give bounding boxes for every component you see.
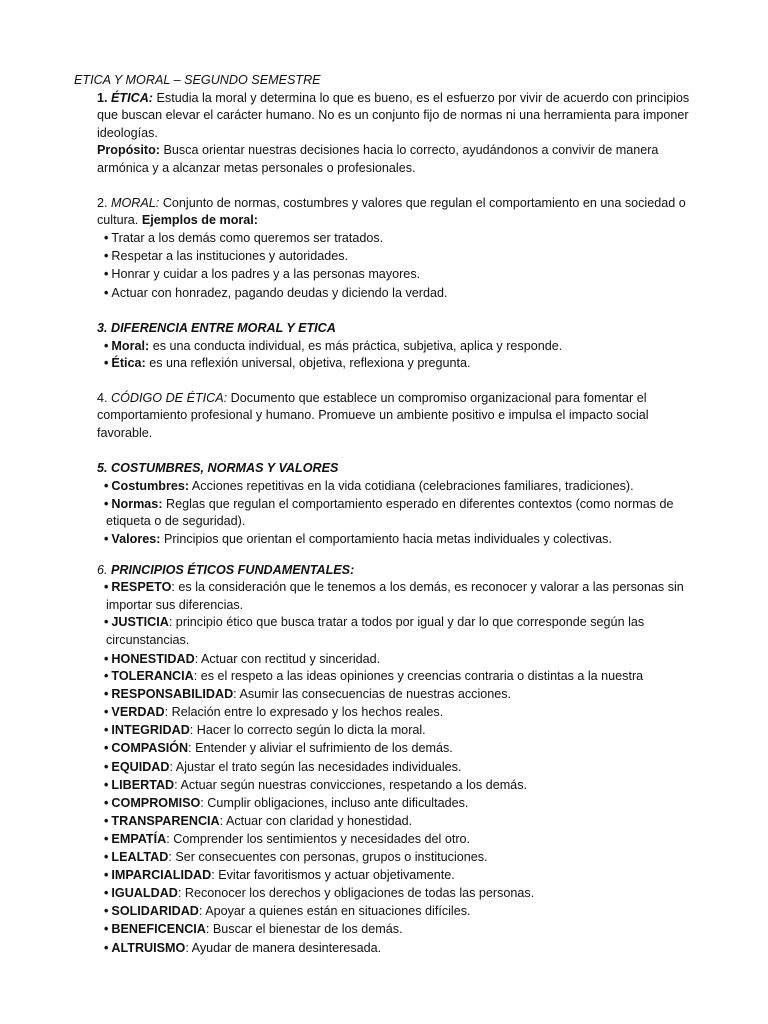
- principle-item: • RESPETO: es la consideración que le tenemos a los demás, es reconocer y valorar a las personas sin: [104, 580, 684, 594]
- section-2-line-2-prefix: cultura.: [97, 213, 139, 227]
- moral-example-item: • Actuar con honradez, pagando deudas y diciendo la verdad.: [104, 286, 448, 300]
- section-4-line-1: [97, 390, 647, 408]
- examples-label: Ejemplos de moral:: [141, 213, 258, 227]
- bullet: •: [104, 615, 109, 629]
- purpose-label: Propósito:: [97, 143, 160, 157]
- section-4-number: 4.: [97, 391, 108, 405]
- moral-example-item: • Tratar a los demás como queremos ser tratados.: [104, 231, 384, 245]
- section-5-heading: 5. COSTUMBRES, NORMAS Y VALORES: [97, 461, 339, 475]
- bullet: •: [104, 339, 109, 353]
- bullet: •: [104, 479, 109, 493]
- bullet: •: [104, 922, 109, 936]
- section-4-line-3: favorable.: [97, 426, 153, 440]
- section-2-line-2: [97, 212, 258, 230]
- principle-item: • SOLIDARIDAD: Apoyar a quienes están en situaciones difíciles.: [104, 904, 471, 918]
- bullet: •: [104, 868, 109, 882]
- bullet: •: [104, 249, 109, 263]
- principle-item: • LEALTAD: Ser consecuentes con personas, grupos o instituciones.: [104, 850, 488, 864]
- bullet: •: [104, 941, 109, 955]
- bullet: •: [104, 356, 109, 370]
- difference-item: • Ética: es una reflexión universal, objetiva, reflexiona y pregunta.: [104, 356, 471, 370]
- section-6-heading: [97, 562, 354, 580]
- bullet: •: [104, 532, 109, 546]
- bullet: •: [104, 687, 109, 701]
- principle-item: • TOLERANCIA: es el respeto a las ideas opiniones y creencias contraria o distintas a la nuestra: [104, 669, 644, 683]
- section-4-line-2: comportamiento profesional y humano. Promueve un ambiente positivo e impulsa el impacto social: [97, 408, 649, 422]
- bullet: •: [104, 286, 109, 300]
- section-1-purpose-line-2: armónica y a alcanzar metas personales o profesionales.: [97, 161, 416, 175]
- principle-item: • EQUIDAD: Ajustar el trato según las necesidades individuales.: [104, 760, 462, 774]
- bullet: •: [104, 267, 109, 281]
- principle-item: • IMPARCIALIDAD: Evitar favoritismos y actuar objetivamente.: [104, 868, 455, 882]
- bullet: •: [104, 705, 109, 719]
- principle-item: • COMPASIÓN: Entender y aliviar el sufrimiento de los demás.: [104, 741, 453, 755]
- bullet: •: [104, 580, 109, 594]
- section-2-term: MORAL:: [111, 196, 160, 210]
- section-1-purpose: [97, 142, 658, 160]
- principle-item: • RESPONSABILIDAD: Asumir las consecuencias de nuestras acciones.: [104, 687, 512, 701]
- bullet: •: [104, 497, 109, 511]
- principle-item-continuation: circunstancias.: [106, 633, 190, 647]
- principle-item: • IGUALDAD: Reconocer los derechos y obligaciones de todas las personas.: [104, 886, 535, 900]
- document-title: ETICA Y MORAL – SEGUNDO SEMESTRE: [74, 73, 321, 87]
- section-6-number: 6.: [97, 563, 108, 577]
- bullet: •: [104, 796, 109, 810]
- principle-item: • COMPROMISO: Cumplir obligaciones, incluso ante dificultades.: [104, 796, 469, 810]
- bullet: •: [104, 231, 109, 245]
- normas-item-line-2: etiqueta o de seguridad).: [106, 514, 246, 528]
- bullet: •: [104, 832, 109, 846]
- principle-item: • VERDAD: Relación entre lo expresado y los hechos reales.: [104, 705, 444, 719]
- normas-item: • Normas: Reglas que regulan el comportamiento esperado en diferentes contextos (como normas de: [104, 497, 674, 511]
- section-1-line-2: que buscan elevar el carácter humano. No es un conjunto fijo de normas ni una herramienta para imponer: [97, 108, 689, 122]
- bullet: •: [104, 723, 109, 737]
- moral-example-item: • Respetar a las instituciones y autoridades.: [104, 249, 349, 263]
- principle-item: • INTEGRIDAD: Hacer lo correcto según lo dicta la moral.: [104, 723, 426, 737]
- moral-example-item: • Honrar y cuidar a los padres y a las personas mayores.: [104, 267, 421, 281]
- section-4-text: Documento que establece un compromiso organizacional para fomentar el: [230, 391, 647, 405]
- bullet: •: [104, 760, 109, 774]
- costumbres-item: • Costumbres: Acciones repetitivas en la vida cotidiana (celebraciones familiares, tradiciones).: [104, 479, 634, 493]
- bullet: •: [104, 741, 109, 755]
- bullet: •: [104, 652, 109, 666]
- principle-item: • BENEFICENCIA: Buscar el bienestar de los demás.: [104, 922, 403, 936]
- principle-item: • LIBERTAD: Actuar según nuestras convicciones, respetando a los demás.: [104, 778, 527, 792]
- section-6-title: PRINCIPIOS ÉTICOS FUNDAMENTALES:: [111, 563, 355, 577]
- section-2-line-1: [97, 195, 686, 213]
- principle-item: • TRANSPARENCIA: Actuar con claridad y honestidad.: [104, 814, 413, 828]
- bullet: •: [104, 904, 109, 918]
- principle-item: • JUSTICIA: principio ético que busca tratar a todos por igual y dar lo que corresponde según las: [104, 615, 645, 629]
- section-1-line-1: [97, 90, 689, 108]
- difference-item: • Moral: es una conducta individual, es más práctica, subjetiva, aplica y responde.: [104, 339, 563, 353]
- principle-item: • ALTRUISMO: Ayudar de manera desinteresada.: [104, 941, 382, 955]
- section-2-text: Conjunto de normas, costumbres y valores que regulan el comportamiento en una sociedad o: [162, 196, 686, 210]
- principle-item: • HONESTIDAD: Actuar con rectitud y sinceridad.: [104, 652, 381, 666]
- bullet: •: [104, 850, 109, 864]
- section-1-term: ÉTICA:: [111, 91, 153, 105]
- bullet: •: [104, 669, 109, 683]
- section-1-number: 1.: [97, 91, 108, 105]
- bullet: •: [104, 778, 109, 792]
- principle-item: • EMPATÍA: Comprender los sentimientos y necesidades del otro.: [104, 832, 471, 846]
- section-1-text: Estudia la moral y determina lo que es bueno, es el esfuerzo por vivir de acuerdo con principios: [156, 91, 690, 105]
- section-1-line-3: ideologías.: [97, 126, 158, 140]
- section-3-heading: 3. DIFERENCIA ENTRE MORAL Y ETICA: [97, 321, 336, 335]
- bullet: •: [104, 886, 109, 900]
- section-2-number: 2.: [97, 196, 108, 210]
- section-4-term: CÓDIGO DE ÉTICA:: [111, 391, 228, 405]
- purpose-text: Busca orientar nuestras decisiones hacia lo correcto, ayudándonos a convivir de manera: [163, 143, 659, 157]
- principle-item-continuation: importar sus diferencias.: [106, 598, 244, 612]
- valores-item: • Valores: Principios que orientan el comportamiento hacia metas individuales y colectivas.: [104, 532, 612, 546]
- bullet: •: [104, 814, 109, 828]
